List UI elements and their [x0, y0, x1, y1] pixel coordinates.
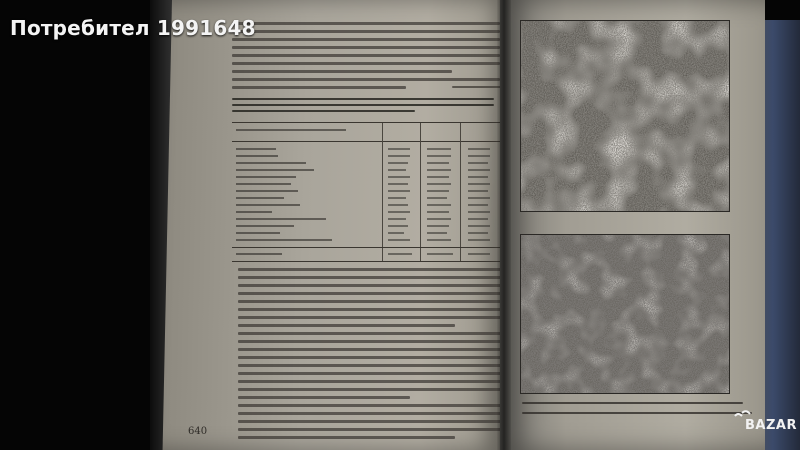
table-row — [236, 155, 278, 157]
table-row — [236, 183, 291, 185]
table-row — [236, 148, 276, 150]
table-row — [236, 204, 300, 206]
table-label — [452, 86, 502, 94]
table-header-row — [232, 123, 502, 142]
seller-watermark: Потребител 1991648 — [10, 16, 256, 40]
table-title — [232, 98, 494, 116]
table-row — [236, 197, 284, 199]
table-row — [236, 253, 282, 255]
table-column-rule — [420, 123, 421, 261]
table-row — [236, 239, 332, 241]
data-table — [232, 122, 502, 262]
page-number: 640 — [188, 426, 208, 437]
table-row — [236, 190, 298, 192]
bazar-logo-text: BAZAR — [745, 418, 797, 433]
micrograph-bottom — [520, 234, 730, 394]
book-gutter — [497, 0, 511, 450]
table-column-rule — [382, 123, 383, 261]
table-column-rule — [460, 123, 461, 261]
table-row — [236, 225, 294, 227]
micrograph-top — [520, 20, 730, 212]
micrograph-captions — [522, 402, 752, 422]
table-total-rule — [232, 247, 502, 248]
table-row — [236, 176, 296, 178]
table-row — [236, 232, 280, 234]
left-page-top-paragraph — [232, 22, 500, 94]
table-row — [236, 162, 306, 164]
table-row — [236, 211, 272, 213]
table-row — [236, 169, 314, 171]
left-page-body-text — [238, 268, 503, 444]
table-row — [236, 129, 346, 131]
table-row — [236, 218, 326, 220]
